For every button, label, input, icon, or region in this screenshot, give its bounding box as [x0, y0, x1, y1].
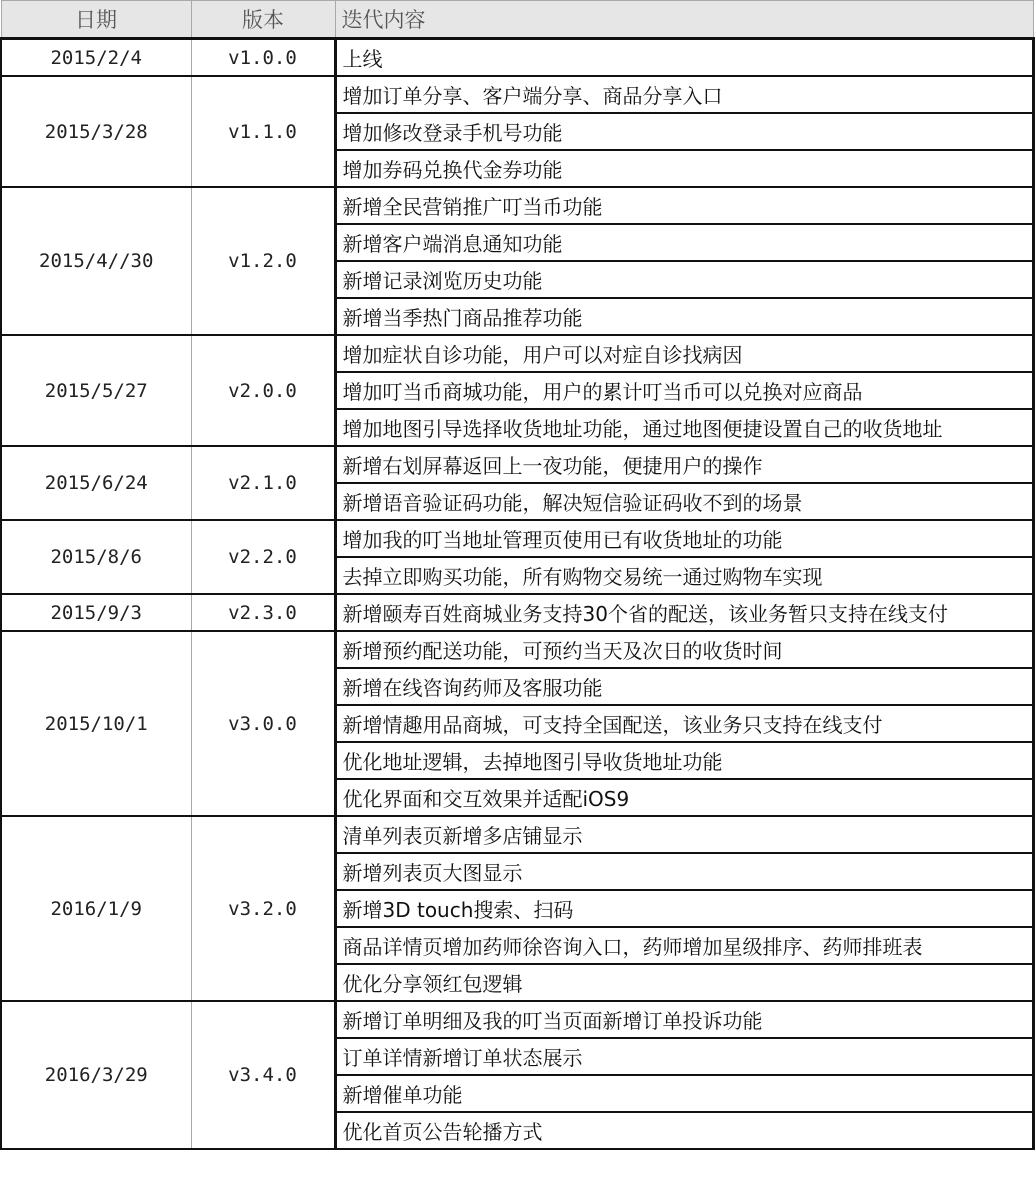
iteration-content-cell[interactable]: 优化地址逻辑，去掉地图引导收货地址功能: [335, 742, 1033, 779]
table-row: [1, 446, 1033, 483]
table-row: [1, 335, 1033, 372]
iteration-content-cell[interactable]: 新增语音验证码功能，解决短信验证码收不到的场景: [335, 483, 1033, 520]
table-row: [1, 1001, 1033, 1038]
iteration-content-cell[interactable]: 商品详情页增加药师徐咨询入口，药师增加星级排序、药师排班表: [335, 927, 1033, 964]
header-row: [1, 1, 1033, 39]
iteration-content-cell[interactable]: 上线: [335, 39, 1033, 77]
iteration-content-cell[interactable]: 优化界面和交互效果并适配iOS9: [335, 779, 1033, 816]
table-row: [1, 631, 1033, 668]
table-row: [1, 187, 1033, 224]
iteration-content-cell[interactable]: 清单列表页新增多店铺显示: [335, 816, 1033, 853]
iteration-content-cell[interactable]: 去掉立即购买功能，所有购物交易统一通过购物车实现: [335, 557, 1033, 594]
iteration-content-cell[interactable]: 增加叮当币商城功能，用户的累计叮当币可以兑换对应商品: [335, 372, 1033, 409]
release-date-cell[interactable]: 2015/4//30: [1, 187, 191, 335]
iteration-content-cell[interactable]: 新增订单明细及我的叮当页面新增订单投诉功能: [335, 1001, 1033, 1038]
header-date[interactable]: 日期: [1, 1, 191, 39]
table-row: [1, 594, 1033, 631]
release-version-cell[interactable]: v2.3.0: [191, 594, 335, 631]
iteration-content-cell[interactable]: 增加症状自诊功能，用户可以对症自诊找病因: [335, 335, 1033, 372]
iteration-content-cell[interactable]: 新增3D touch搜索、扫码: [335, 890, 1033, 927]
release-date-cell[interactable]: 2015/3/28: [1, 76, 191, 187]
release-date-cell[interactable]: 2015/2/4: [1, 39, 191, 77]
iteration-content-cell[interactable]: 增加订单分享、客户端分享、商品分享入口: [335, 76, 1033, 113]
header-version[interactable]: 版本: [191, 1, 335, 39]
iteration-content-cell[interactable]: 新增全民营销推广叮当币功能: [335, 187, 1033, 224]
release-version-cell[interactable]: v1.1.0: [191, 76, 335, 187]
iteration-content-cell[interactable]: 增加券码兑换代金券功能: [335, 150, 1033, 187]
release-date-cell[interactable]: 2015/5/27: [1, 335, 191, 446]
table-row: [1, 816, 1033, 853]
iteration-content-cell[interactable]: 增加地图引导选择收货地址功能，通过地图便捷设置自己的收货地址: [335, 409, 1033, 446]
iteration-content-cell[interactable]: 新增在线咨询药师及客服功能: [335, 668, 1033, 705]
iteration-content-cell[interactable]: 优化分享领红包逻辑: [335, 964, 1033, 1001]
release-version-cell[interactable]: v2.1.0: [191, 446, 335, 520]
table-row: [1, 76, 1033, 113]
release-version-cell[interactable]: v1.0.0: [191, 39, 335, 77]
iteration-content-cell[interactable]: 新增当季热门商品推荐功能: [335, 298, 1033, 335]
iteration-content-cell[interactable]: 新增催单功能: [335, 1075, 1033, 1112]
release-date-cell[interactable]: 2015/9/3: [1, 594, 191, 631]
release-version-cell[interactable]: v3.0.0: [191, 631, 335, 816]
release-date-cell[interactable]: 2016/1/9: [1, 816, 191, 1001]
iteration-content-cell[interactable]: 新增预约配送功能，可预约当天及次日的收货时间: [335, 631, 1033, 668]
header-content[interactable]: 迭代内容: [335, 1, 1033, 39]
release-date-cell[interactable]: 2015/8/6: [1, 520, 191, 594]
release-date-cell[interactable]: 2016/3/29: [1, 1001, 191, 1149]
release-version-cell[interactable]: v3.4.0: [191, 1001, 335, 1149]
release-version-cell[interactable]: v1.2.0: [191, 187, 335, 335]
iteration-content-cell[interactable]: 订单详情新增订单状态展示: [335, 1038, 1033, 1075]
iteration-content-cell[interactable]: 新增情趣用品商城，可支持全国配送，该业务只支持在线支付: [335, 705, 1033, 742]
iteration-content-cell[interactable]: 优化首页公告轮播方式: [335, 1112, 1033, 1149]
iteration-content-cell[interactable]: 增加我的叮当地址管理页使用已有收货地址的功能: [335, 520, 1033, 557]
table-row: [1, 39, 1033, 77]
release-rows: [1, 39, 1033, 1150]
iteration-content-cell[interactable]: 新增右划屏幕返回上一夜功能，便捷用户的操作: [335, 446, 1033, 483]
iteration-content-cell[interactable]: 新增颐寿百姓商城业务支持30个省的配送，该业务暂只支持在线支付: [335, 594, 1033, 631]
iteration-content-cell[interactable]: 新增记录浏览历史功能: [335, 261, 1033, 298]
table-row: [1, 520, 1033, 557]
release-version-cell[interactable]: v2.0.0: [191, 335, 335, 446]
release-date-cell[interactable]: 2015/10/1: [1, 631, 191, 816]
release-version-cell[interactable]: v3.2.0: [191, 816, 335, 1001]
iteration-content-cell[interactable]: 增加修改登录手机号功能: [335, 113, 1033, 150]
release-date-cell[interactable]: 2015/6/24: [1, 446, 191, 520]
release-version-cell[interactable]: v2.2.0: [191, 520, 335, 594]
iteration-content-cell[interactable]: 新增客户端消息通知功能: [335, 224, 1033, 261]
iteration-content-cell[interactable]: 新增列表页大图显示: [335, 853, 1033, 890]
